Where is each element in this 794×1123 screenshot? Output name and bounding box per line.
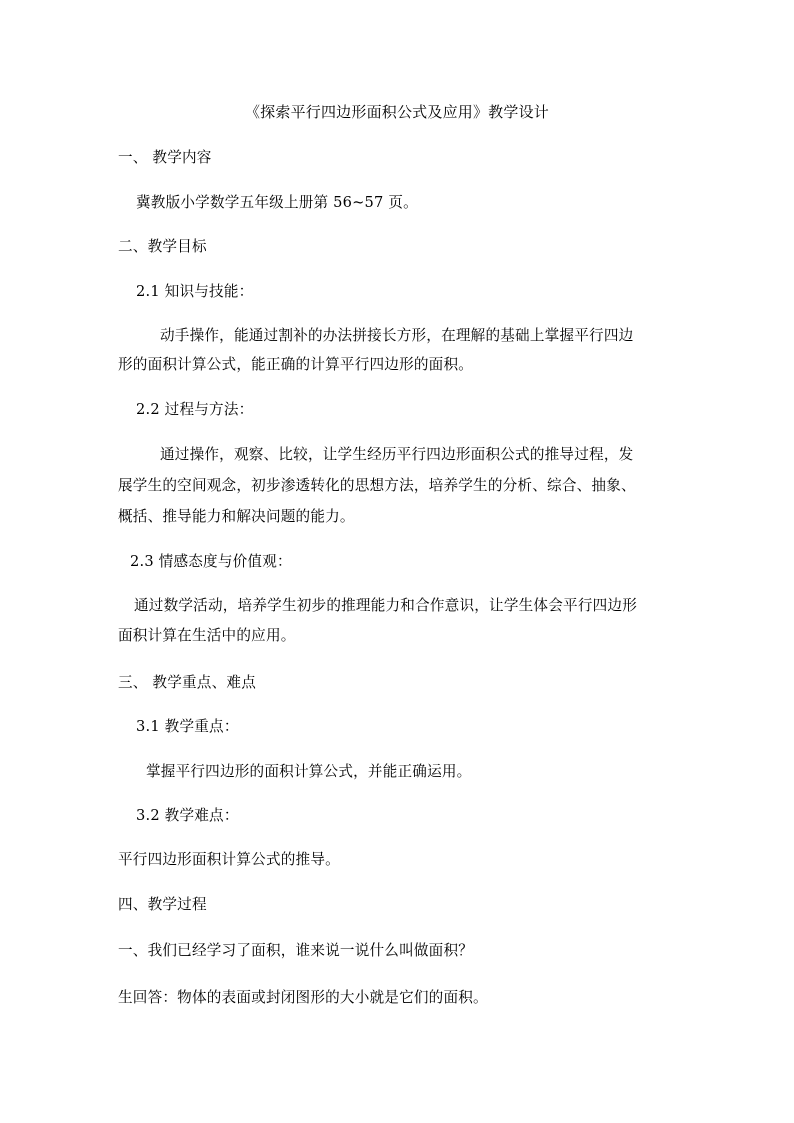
subheading-key-point: 3.1 教学重点：	[136, 718, 239, 735]
paragraph-key-point: 掌握平行四边形的面积计算公式，并能正确运用。	[146, 763, 472, 780]
paragraph-content: 冀教版小学数学五年级上册第 56~57 页。	[136, 194, 418, 211]
section-heading-key-points: 三、 教学重点、难点	[118, 674, 256, 691]
subheading-difficult-point: 3.2 教学难点：	[136, 807, 239, 824]
paragraph-emotion-line-1: 通过数学活动，培养学生初步的推理能力和合作意识，让学生体会平行四边形	[134, 597, 637, 614]
section-heading-process: 四、教学过程	[118, 896, 207, 913]
paragraph-emotion-line-2: 面积计算在生活中的应用。	[118, 627, 296, 644]
section-heading-content: 一、 教学内容	[118, 149, 212, 166]
paragraph-question: 一、我们已经学习了面积，谁来说一说什么叫做面积？	[118, 942, 474, 959]
paragraph-process-line-2: 展学生的空间观念，初步渗透转化的思想方法，培养学生的分析、综合、抽象、	[118, 477, 636, 494]
paragraph-answer: 生回答：物体的表面或封闭图形的大小就是它们的面积。	[118, 989, 488, 1006]
paragraph-knowledge-line-1: 动手操作，能通过割补的办法拼接长方形，在理解的基础上掌握平行四边	[160, 327, 634, 344]
subheading-emotion-values: 2.3 情感态度与价值观：	[130, 553, 292, 570]
paragraph-process-line-1: 通过操作，观察、比较，让学生经历平行四边形面积公式的推导过程，发	[160, 446, 634, 463]
paragraph-process-line-3: 概括、推导能力和解决问题的能力。	[118, 508, 355, 525]
subheading-process-methods: 2.2 过程与方法：	[136, 401, 254, 418]
section-heading-objectives: 二、教学目标	[118, 238, 207, 255]
paragraph-knowledge-line-2: 形的面积计算公式，能正确的计算平行四边形的面积。	[118, 356, 474, 373]
paragraph-difficult-point: 平行四边形面积计算公式的推导。	[118, 851, 340, 868]
document-title: 《探索平行四边形面积公式及应用》教学设计	[244, 103, 549, 121]
subheading-knowledge-skills: 2.1 知识与技能：	[136, 283, 254, 300]
